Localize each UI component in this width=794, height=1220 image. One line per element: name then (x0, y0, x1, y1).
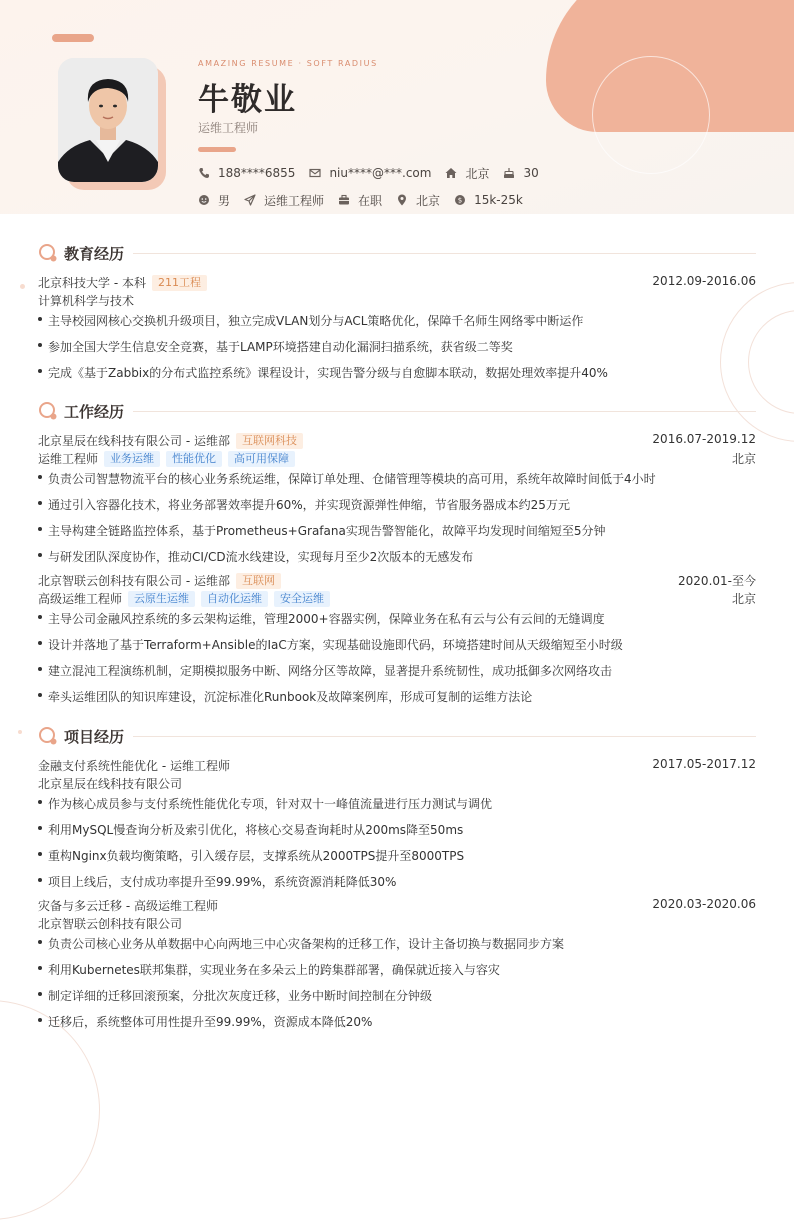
project-company-row (38, 775, 756, 791)
bullet-text: 负责公司智慧物流平台的核心业务系统运维，保障订单处理、仓储管理等模块的高可用，系统年故障时间低于4小时 (48, 472, 656, 486)
target-city-item (396, 192, 440, 209)
bullet-text: 利用MySQL慢查询分析及索引优化，将核心交易查询耗时从200ms降至50ms (48, 823, 464, 837)
job-bullet (38, 688, 756, 704)
project-bullet (38, 873, 756, 889)
job-date: 2020.01-至今 (678, 574, 756, 588)
section-divider (133, 736, 756, 737)
candidate-title: 运维工程师 (198, 121, 259, 135)
phone-item (198, 166, 295, 180)
section-marker-icon (38, 401, 58, 421)
section-marker-icon (38, 243, 58, 263)
age-text: 30 (523, 166, 539, 180)
phone-icon (198, 167, 210, 179)
project-bullet (38, 1013, 756, 1029)
company-name: 北京智联云创科技有限公司 - 运维部 (38, 574, 230, 588)
title-underline (198, 147, 236, 152)
avatar-illustration-icon (58, 58, 158, 182)
project-header-row (38, 897, 756, 913)
user-icon (198, 194, 210, 206)
bullet-text: 制定详细的迁移回滚预案，分批次灰度迁移，业务中断时间控制在分钟级 (48, 989, 433, 1003)
job-bullet (38, 636, 756, 652)
section-heading: 项目经历 (64, 727, 125, 746)
school-name: 北京科技大学 - 本科 (38, 276, 146, 290)
bullet-text: 建立混沌工程演练机制，定期模拟服务中断、网络分区等故障，显著提升系统韧性，成功抵御多次网络攻击 (48, 664, 613, 678)
company-tag: 互联网 (236, 573, 281, 589)
residence-text: 北京 (465, 166, 490, 181)
bullet-text: 主导构建全链路监控体系，基于Prometheus+Grafana实现告警智能化，故障平均发现时间缩短至5分钟 (48, 524, 606, 538)
job-location: 北京 (731, 592, 756, 606)
project-bullet (38, 795, 756, 811)
skill-tag: 自动化运维 (201, 591, 268, 607)
job-bullet (38, 522, 756, 538)
bullet-text: 完成《基于Zabbix的分布式监控系统》课程设计，实现告警分级与自愈脚本联动，数据处理效率提升40% (48, 366, 608, 380)
skill-tag: 业务运维 (104, 451, 160, 467)
section-heading: 工作经历 (64, 402, 125, 421)
resume-header (0, 0, 794, 214)
section-heading: 教育经历 (64, 244, 125, 263)
profile-photo (58, 58, 158, 182)
skill-tag: 性能优化 (166, 451, 222, 467)
mail-icon (309, 167, 321, 179)
skill-tag: 云原生运维 (128, 591, 195, 607)
project-company: 北京星辰在线科技有限公司 (38, 777, 183, 791)
job-bullet (38, 610, 756, 626)
bullet-text: 迁移后，系统整体可用性提升至99.99%，资源成本降低20% (48, 1015, 373, 1029)
project-date: 2020.03-2020.06 (652, 897, 756, 911)
candidate-name: 牛敬业 (198, 82, 297, 118)
education-bullet (38, 364, 756, 380)
accent-pill (52, 34, 94, 42)
bullet-text: 参加全国大学生信息安全竞赛，基于LAMP环境搭建自动化漏洞扫描系统，获省级二等奖 (48, 340, 513, 354)
school-tag: 211工程 (152, 275, 207, 291)
job-header-row (38, 432, 756, 448)
job-role: 高级运维工程师 (38, 592, 123, 606)
profile-row (198, 192, 537, 208)
project-name: 金融支付系统性能优化 - 运维工程师 (38, 759, 230, 773)
company-name: 北京星辰在线科技有限公司 - 运维部 (38, 434, 230, 448)
bullet-text: 负责公司核心业务从单数据中心向两地三中心灾备架构的迁移工作，设计主备切换与数据同步方案 (48, 937, 565, 951)
education-bullet (38, 312, 756, 328)
age-item (503, 166, 538, 180)
project-bullet (38, 987, 756, 1003)
section-title-work (38, 401, 124, 421)
skill-tag: 高可用保障 (228, 451, 295, 467)
briefcase-icon (338, 194, 350, 206)
decorative-dot (20, 284, 25, 289)
decorative-ring (592, 56, 710, 174)
job-header-row (38, 572, 756, 588)
job-bullet (38, 548, 756, 564)
section-title-projects (38, 726, 124, 746)
section-divider (133, 411, 756, 412)
svg-text:$: $ (457, 196, 463, 205)
bullet-text: 牵头运维团队的知识库建设，沉淀标准化Runbook及故障案例库，形成可复制的运维方法论 (48, 690, 533, 704)
company-tag: 互联网科技 (236, 433, 303, 449)
bullet-text: 项目上线后，支付成功率提升至99.99%，系统资源消耗降低30% (48, 875, 397, 889)
job-role-row (38, 450, 756, 466)
education-date: 2012.09-2016.06 (652, 274, 756, 288)
job-status-text: 在职 (358, 193, 383, 208)
salary-item (454, 193, 523, 207)
section-title-education (38, 243, 124, 263)
project-company-row (38, 915, 756, 931)
gender-text: 男 (218, 193, 231, 208)
project-name: 灾备与多云迁移 - 高级运维工程师 (38, 899, 218, 913)
section-divider (133, 253, 756, 254)
job-role: 运维工程师 (38, 452, 99, 466)
location-pin-icon (396, 194, 408, 206)
bullet-text: 设计并落地了基于Terraform+Ansible的IaC方案，实现基础设施即代码，环境搭建时间从天级缩短至小时级 (48, 638, 623, 652)
residence-item (445, 165, 489, 182)
home-icon (445, 167, 457, 179)
job-date: 2016.07-2019.12 (652, 432, 756, 446)
education-major-row (38, 292, 756, 308)
skill-tag: 安全运维 (274, 591, 330, 607)
project-bullet (38, 821, 756, 837)
bullet-text: 重构Nginx负载均衡策略，引入缓存层，支撑系统从2000TPS提升至8000TPS (48, 849, 465, 863)
cake-icon (503, 167, 515, 179)
email-text: niu****@***.com (329, 166, 432, 180)
project-date: 2017.05-2017.12 (652, 757, 756, 771)
bullet-text: 主导公司金融风控系统的多云架构运维，管理2000+容器实例，保障业务在私有云与公有云间的无缝调度 (48, 612, 605, 626)
education-bullet (38, 338, 756, 354)
section-marker-icon (38, 726, 58, 746)
bullet-text: 主导校园网核心交换机升级项目，独立完成VLAN划分与ACL策略优化，保障千名师生网络零中断运作 (48, 314, 584, 328)
bullet-text: 通过引入容器化技术，将业务部署效率提升60%，并实现资源弹性伸缩，节省服务器成本约25万元 (48, 498, 570, 512)
job-status-item (338, 192, 382, 209)
project-bullet (38, 961, 756, 977)
project-bullet (38, 847, 756, 863)
job-location: 北京 (731, 452, 756, 466)
project-company: 北京智联云创科技有限公司 (38, 917, 183, 931)
bullet-text: 作为核心成员参与支付系统性能优化专项，针对双十一峰值流量进行压力测试与调优 (48, 797, 493, 811)
target-city-text: 北京 (416, 193, 441, 208)
intended-job-text: 运维工程师 (264, 193, 325, 208)
contact-row (198, 165, 553, 181)
job-bullet (38, 470, 756, 486)
decorative-dot (18, 730, 22, 734)
major-name: 计算机科学与技术 (38, 294, 135, 308)
phone-text: 188****6855 (218, 166, 296, 180)
salary-text: 15k-25k (474, 193, 523, 207)
project-header-row (38, 757, 756, 773)
bullet-text: 利用Kubernetes联邦集群，实现业务在多朵云上的跨集群部署，确保就近接入与容灾 (48, 963, 500, 977)
job-bullet (38, 496, 756, 512)
money-icon (454, 194, 466, 206)
decorative-ring-left-bottom (0, 1000, 100, 1220)
job-role-row (38, 590, 756, 606)
bullet-text: 与研发团队深度协作，推动CI/CD流水线建设，实现每月至少2次版本的无感发布 (48, 550, 474, 564)
email-item (309, 166, 431, 180)
project-bullet (38, 935, 756, 951)
send-icon (244, 194, 256, 206)
gender-item (198, 192, 230, 209)
education-header-row (38, 274, 756, 290)
job-bullet (38, 662, 756, 678)
intended-job-item (244, 192, 324, 209)
resume-kicker: AMAZING RESUME · SOFT RADIUS (198, 59, 378, 68)
